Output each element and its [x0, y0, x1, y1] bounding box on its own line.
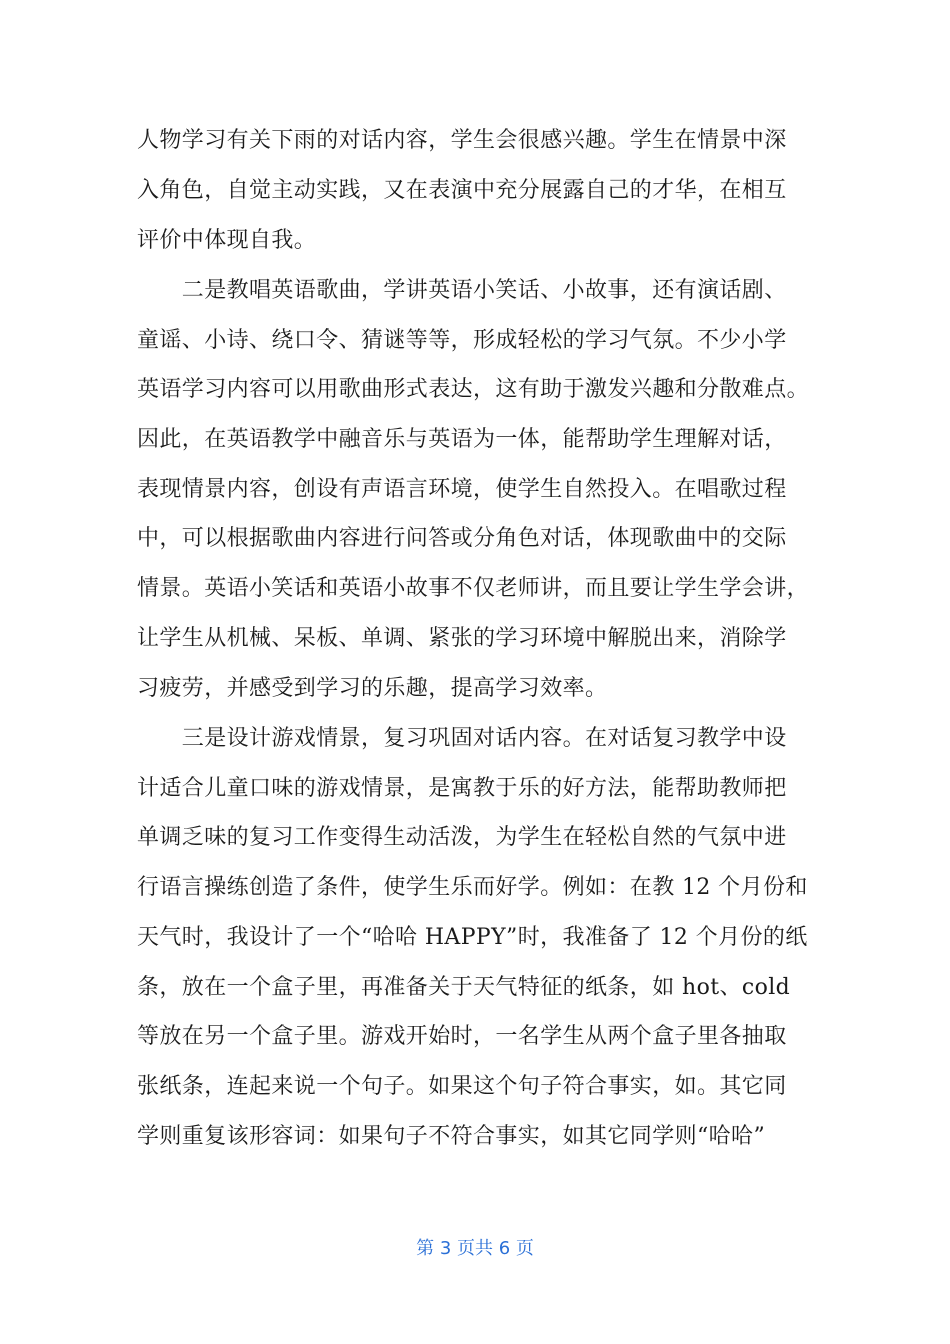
text-line-14: 计适合儿童口味的游戏情景，是寓教于乐的好方法，能帮助教师把	[137, 776, 787, 801]
text-line-6: 英语学习内容可以用歌曲形式表达，这有助于激发兴趣和分散难点。	[137, 377, 810, 402]
text-line-19: 等放在另一个盒子里。游戏开始时，一名学生从两个盒子里各抽取	[137, 1024, 787, 1049]
text-line-2: 入角色，自觉主动实践，又在表演中充分展露自己的才华，在相互	[137, 178, 787, 203]
text-line-1: 人物学习有关下雨的对话内容，学生会很感兴趣。学生在情景中深	[137, 128, 787, 153]
text-line-5: 童谣、小诗、绕口令、猜谜等等，形成轻松的学习气氛。不少小学	[137, 328, 787, 353]
text-line-16: 行语言操练创造了条件，使学生乐而好学。例如：在教 12 个月份和	[137, 875, 808, 900]
text-line-18: 条，放在一个盒子里，再准备关于天气特征的纸条，如 hot、cold	[137, 975, 791, 1000]
text-line-21: 学则重复该形容词：如果句子不符合事实，如其它同学则“哈哈”	[137, 1124, 766, 1149]
text-line-4: 二是教唱英语歌曲，学讲英语小笑话、小故事，还有演话剧、	[137, 278, 787, 303]
text-line-12: 习疲劳，并感受到学习的乐趣，提高学习效率。	[137, 676, 608, 701]
page-number-footer: 第 3 页共 6 页	[416, 1238, 534, 1259]
text-line-13: 三是设计游戏情景，复习巩固对话内容。在对话复习教学中设	[137, 726, 787, 751]
text-line-7: 因此，在英语教学中融音乐与英语为一体，能帮助学生理解对话，	[137, 427, 787, 452]
text-line-20: 张纸条，连起来说一个句子。如果这个句子符合事实，如。其它同	[137, 1074, 787, 1099]
text-line-3: 评价中体现自我。	[137, 228, 317, 253]
text-line-10: 情景。英语小笑话和英语小故事不仅老师讲，而且要让学生学会讲，	[137, 576, 810, 601]
text-line-15: 单调乏味的复习工作变得生动活泼，为学生在轻松自然的气氛中进	[137, 825, 787, 850]
text-line-11: 让学生从机械、呆板、单调、紧张的学习环境中解脱出来，消除学	[137, 626, 787, 651]
text-line-9: 中，可以根据歌曲内容进行问答或分角色对话，体现歌曲中的交际	[137, 526, 787, 551]
text-line-8: 表现情景内容，创设有声语言环境，使学生自然投入。在唱歌过程	[137, 477, 787, 502]
text-line-17: 天气时，我设计了一个“哈哈 HAPPY”时，我准备了 12 个月份的纸	[137, 925, 808, 950]
